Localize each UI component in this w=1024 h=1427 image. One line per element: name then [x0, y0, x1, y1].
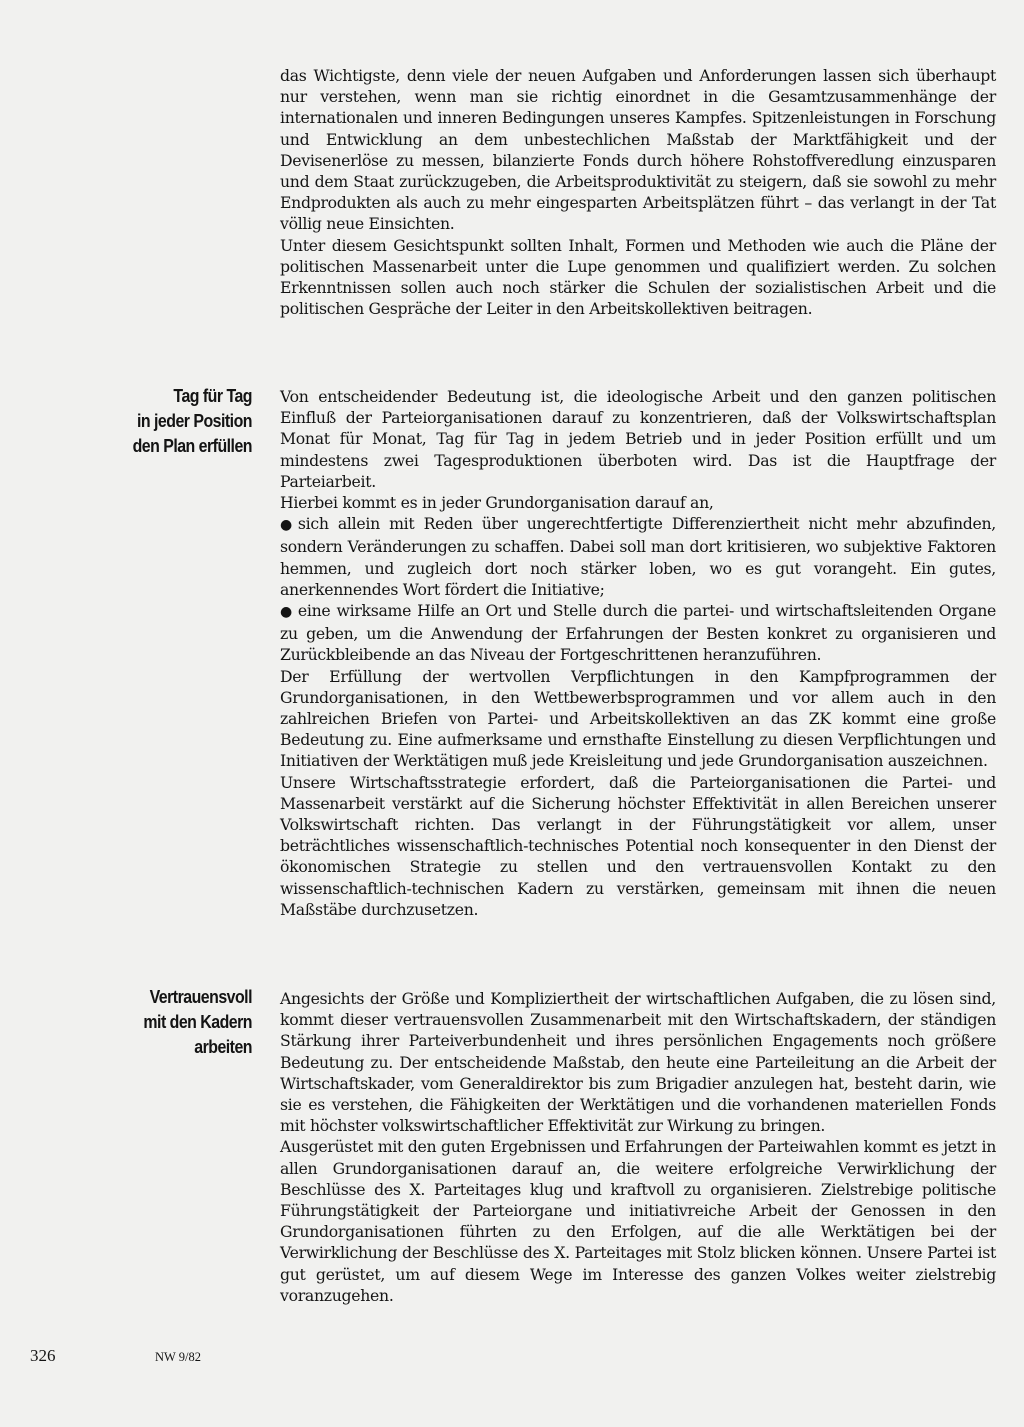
- paragraph: Ausgerüstet mit den guten Ergebnissen und Erfahrungen der Parteiwahlen kommt es jetzt in allen Grundorganisationen darauf an, die weitere erfolgreiche Verwirklichung der Beschlüsse des X. Parteitages klug und kraftvoll zu organisieren. Zielstrebige politische Führungstätigkeit der Parteiorgane und initiativreiche Arbeit der Genossen in den Grundorganisationen führten zu den Erfolgen, auf die alle Werktätigen bei der Verwirklichung der Beschlüsse des X. Parteitages mit Stolz blicken können. Unsere Partei ist gut gerüstet, um auf diesem Wege im Interesse des ganzen Volkes weiter zielstrebig voranzugehen.: [280, 1137, 996, 1305]
- heading-line: den Plan erfüllen: [132, 435, 252, 456]
- bullet-item: [280, 600, 996, 666]
- section-kader: [280, 988, 996, 1306]
- paragraph: Unsere Wirtschaftsstrategie erfordert, daß die Parteiorganisationen die Partei- und Massenarbeit verstärkt auf die Sicherung höchster Effektivität in allen Bereichen unserer Volkswirtschaft richten. Das verlangt in der Führungstätigkeit vor allem, unser beträchtliches wissenschaftlich-technisches Potential noch konsequenter in den Dienst der ökonomischen Strategie zu stellen und den vertrauensvollen Kontakt zu den wissenschaftlich-technischen Kadern zu verstärken, gemeinsam mit ihnen die neuen Maßstäbe durchzusetzen.: [280, 772, 996, 919]
- section-intro: [280, 65, 996, 319]
- bullet-text: eine wirksame Hilfe an Ort und Stelle durch die partei- und wirtschaftsleitenden Organe zu geben, um die Anwendung der Erfahrungen der Besten konkret zu organisieren und Zurückbleibende an das Niveau der Fortgeschrittenen heranzuführen.: [280, 601, 996, 665]
- side-heading-vertrauensvoll: [80, 984, 252, 1059]
- paragraph: Der Erfüllung der wertvollen Verpflichtungen in den Kampfprogrammen der Grundorganisationen, in den Wettbewerbsprogrammen und vor allem auch in den zahlreichen Briefen von Partei- und Arbeitskollektiven an das ZK kommt eine große Bedeutung zu. Eine aufmerksame und ernsthafte Einstellung zu diesen Verpflichtungen und Initiativen der Werktätigen muß jede Kreisleitung und jede Grundorganisation auszeichnen.: [280, 666, 996, 771]
- bullet-text: sich allein mit Reden über ungerechtfertigte Differenziertheit nicht mehr abzufinden, sondern Veränderungen zu schaffen. Dabei soll man dort kritisieren, wo subjektive Faktoren hemmen, und zugleich dort noch stärker loben, wo es gut vorangeht. Ein gutes, anerkennendes Wort fördert die Initiative;: [280, 514, 996, 599]
- paragraph: Von entscheidender Bedeutung ist, die ideologische Arbeit und den ganzen politischen Einfluß der Parteiorganisationen darauf zu konzentrieren, daß der Volkswirtschaftsplan Monat für Monat, Tag für Tag in jedem Betrieb und in jeder Position erfüllt und um mindestens zwei Tagesproduktionen überboten wird. Das ist die Hauptfrage der Parteiarbeit.: [280, 387, 996, 491]
- issue-label: NW 9/82: [155, 1350, 201, 1364]
- heading-line: Vertrauensvoll: [149, 986, 252, 1007]
- heading-line: Tag für Tag: [173, 385, 252, 406]
- heading-line: in jeder Position: [137, 410, 252, 431]
- section-plan-erfuellen: [280, 386, 996, 920]
- heading-line: mit den Kadern: [143, 1011, 252, 1032]
- paragraph: das Wichtigste, denn viele der neuen Aufgaben und Anforderungen lassen sich überhaupt nur verstehen, wenn man sie richtig einordnet in die Gesamtzusammenhänge der internationalen und inneren Bedingungen unseres Kampfes. Spitzenleistungen in Forschung und Entwicklung an dem unbestechlichen Maßstab der Marktfähigkeit und der Devisenerlöse zu messen, bilanzierte Fonds durch höhere Rohstoffveredlung einzusparen und dem Staat zurückzugeben, die Arbeitsproduktivität zu steigern, daß sie sowohl zu mehr Endprodukten als auch zu mehr eingesparten Arbeitsplätzen führt – das verlangt in der Tat völlig neue Einsichten.: [280, 66, 996, 234]
- bullet-icon: ●: [280, 517, 292, 534]
- page-number: 326: [30, 1346, 56, 1365]
- side-heading-tag-fuer-tag: [80, 383, 252, 458]
- paragraph: Unter diesem Gesichtspunkt sollten Inhalt, Formen und Methoden wie auch die Pläne der politischen Massenarbeit unter die Lupe genommen und qualifiziert werden. Zu solchen Erkenntnissen sollen auch noch stärker die Schulen der sozialistischen Arbeit und die politischen Gespräche der Leiter in den Arbeitskollektiven beitragen.: [280, 235, 996, 319]
- paragraph: Hierbei kommt es in jeder Grundorganisation darauf an,: [280, 493, 714, 513]
- bullet-icon: ●: [280, 604, 292, 621]
- heading-line: arbeiten: [194, 1036, 252, 1057]
- bullet-item: [280, 513, 996, 600]
- paragraph: Angesichts der Größe und Kompliziertheit der wirtschaftlichen Aufgaben, die zu lösen sind, kommt dieser vertrauensvollen Zusammenarbeit mit den Wirtschaftskadern, der ständigen Stärkung ihrer Parteiverbundenheit und ihres persönlichen Engagements noch größere Bedeutung zu. Der entscheidende Maßstab, den heute eine Parteileitung an die Arbeit der Wirtschaftskader, vom Generaldirektor bis zum Brigadier anzulegen hat, besteht darin, wie sie es verstehen, die Fähigkeiten der Werktätigen und die vorhandenen materiellen Fonds mit höchster volkswirtschaftlicher Effektivität zur Wirkung zu bringen.: [280, 989, 996, 1136]
